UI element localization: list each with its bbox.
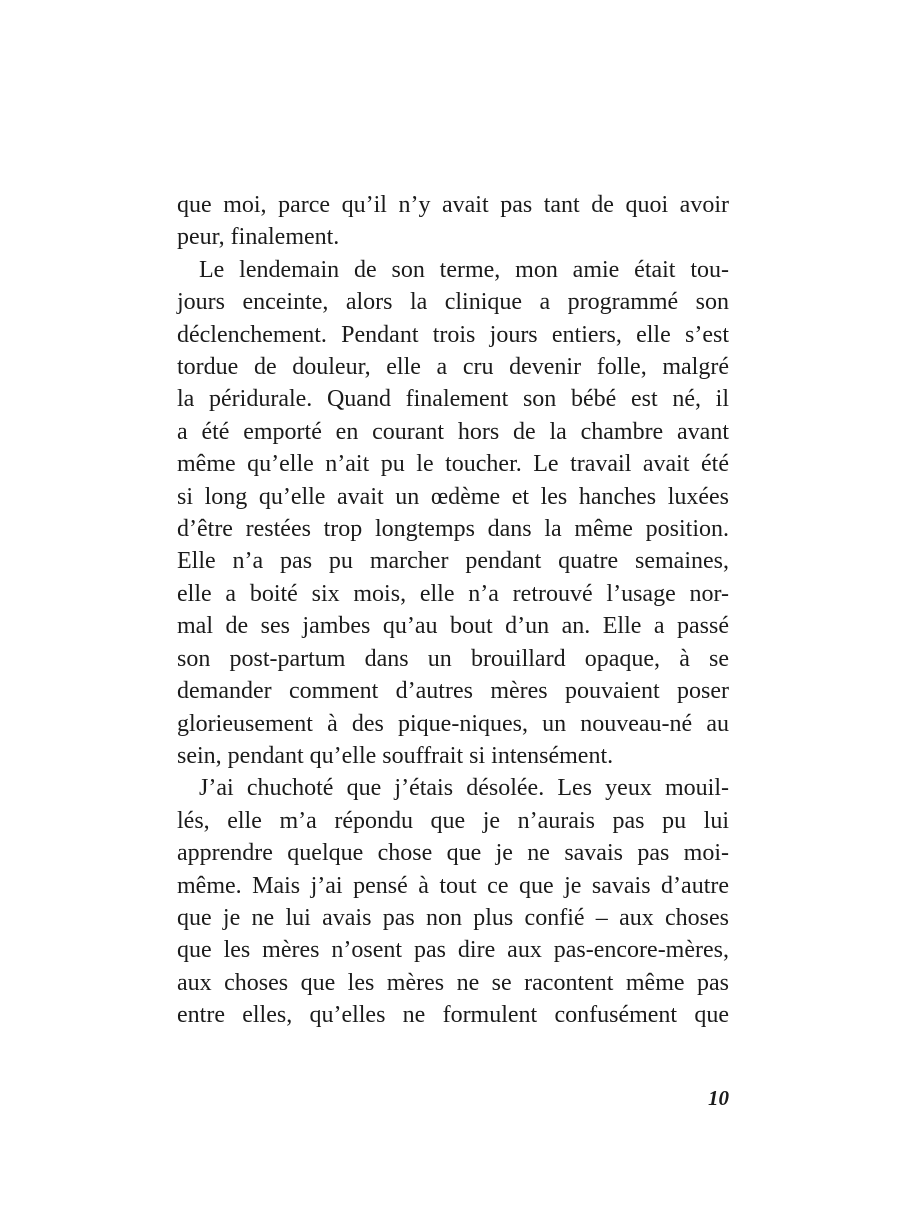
text-line: Le lendemain de son terme, mon amie était tou-	[199, 256, 729, 283]
text-line: que moi, parce qu’il n’y avait pas tant de quoi avoir	[177, 192, 729, 218]
paragraph	[177, 254, 729, 773]
text-line: a été emporté en courant hors de la chambre avant	[177, 418, 729, 445]
paragraph	[177, 189, 729, 254]
page-number: 10	[708, 1086, 729, 1110]
text-line: peur, finalement.	[177, 224, 340, 251]
text-line: elle a boité six mois, elle n’a retrouvé l’usage nor-	[177, 580, 729, 607]
text-line: apprendre quelque chose que je ne savais pas moi-	[177, 840, 729, 867]
text-line: jours enceinte, alors la clinique a programmé son	[177, 289, 729, 316]
text-line: aux choses que les mères ne se racontent même pas	[177, 969, 729, 996]
text-line: même qu’elle n’ait pu le toucher. Le travail avait été	[177, 451, 729, 478]
text-line: la péridurale. Quand finalement son bébé est né, il	[177, 386, 729, 413]
text-line: lés, elle m’a répondu que je n’aurais pas pu lui	[177, 807, 729, 834]
text-line: mal de ses jambes qu’au bout d’un an. Elle a passé	[177, 613, 729, 640]
text-line: d’être restées trop longtemps dans la même position.	[177, 516, 729, 543]
text-line: déclenchement. Pendant trois jours entiers, elle s’est	[177, 321, 729, 348]
text-line: demander comment d’autres mères pouvaient poser	[177, 678, 729, 705]
text-line: son post-partum dans un brouillard opaque, à se	[177, 645, 729, 672]
text-line: que les mères n’osent pas dire aux pas-encore-mères,	[177, 937, 729, 964]
text-line: Elle n’a pas pu marcher pendant quatre semaines,	[177, 548, 729, 575]
paragraph	[177, 772, 729, 1031]
text-line: entre elles, qu’elles ne formulent confusément que	[177, 1002, 729, 1029]
text-line: si long qu’elle avait un œdème et les hanches luxées	[177, 483, 729, 510]
body-text-block	[177, 189, 729, 1032]
text-line: sein, pendant qu’elle souffrait si intensément.	[177, 742, 614, 769]
text-line: tordue de douleur, elle a cru devenir folle, malgré	[177, 354, 729, 381]
text-line: glorieusement à des pique-niques, un nouveau-né au	[177, 710, 729, 737]
text-line: J’ai chuchoté que j’étais désolée. Les yeux mouil-	[199, 775, 729, 802]
text-line: que je ne lui avais pas non plus confié – aux choses	[177, 904, 729, 931]
text-line: même. Mais j’ai pensé à tout ce que je savais d’autre	[177, 872, 729, 899]
